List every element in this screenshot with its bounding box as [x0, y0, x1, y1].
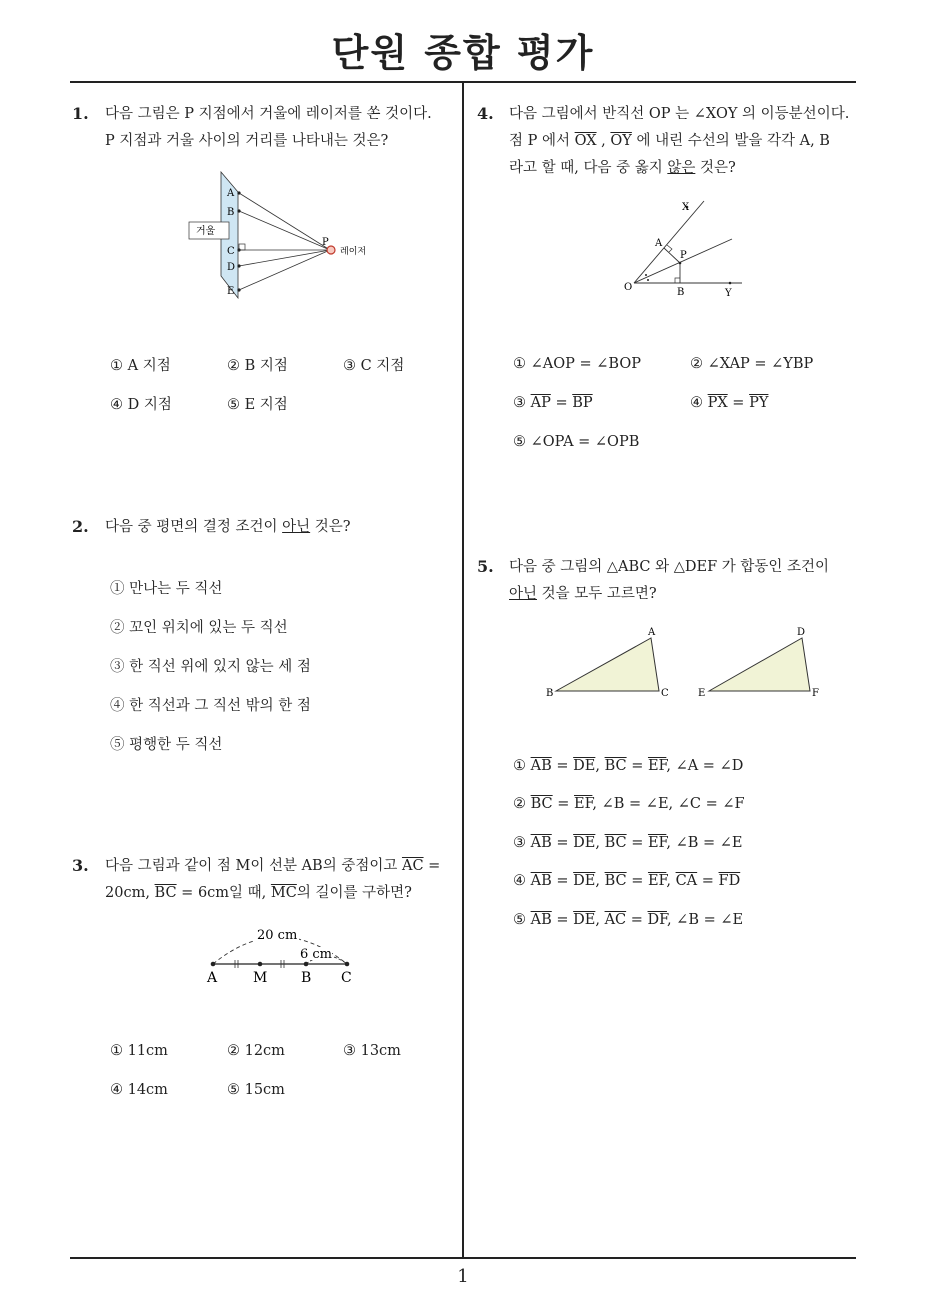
- question-line: 라고 할 때, 다음 중 옳지 않은 것은?: [509, 160, 736, 176]
- question-text: [509, 554, 864, 608]
- label-f: F: [812, 688, 819, 699]
- footer-rule: [70, 1257, 856, 1259]
- question-line: 다음 중 그림의 △ABC 와 △DEF 가 합동인 조건이: [509, 559, 830, 575]
- choice-5[interactable]: ⑤ 평행한 두 직선: [110, 737, 223, 753]
- choice-1[interactable]: ① 11cm: [110, 1043, 168, 1059]
- choice-5[interactable]: ⑤ ∠OPA = ∠OPB: [513, 434, 640, 450]
- emphasis-underline: 아닌: [509, 586, 538, 602]
- choice-3[interactable]: ③ C 지점: [343, 358, 405, 374]
- bisector-figure: [620, 195, 745, 300]
- label-o: O: [624, 282, 633, 293]
- ray-pd: [239, 250, 330, 266]
- triangle-def: [709, 638, 810, 691]
- point-m-label: M: [253, 970, 268, 986]
- ray-ox-line: [634, 201, 704, 283]
- choice-4[interactable]: ④ D 지점: [110, 397, 172, 413]
- ray-pb: [239, 211, 330, 250]
- label-a: A: [648, 627, 656, 638]
- choice-1[interactable]: ① $\overline{AB} = \overline{DE}$, $\overline{BC} = \overline{EF}$, ∠A = ∠D: [513, 758, 744, 774]
- column-divider: [462, 82, 464, 1258]
- segment-figure: [195, 920, 365, 990]
- choice-1[interactable]: ① 만나는 두 직선: [110, 581, 223, 597]
- choice-3[interactable]: ③ 13cm: [343, 1043, 401, 1059]
- point-c-label: C: [341, 970, 352, 986]
- choice-4[interactable]: ④ $\overline{AB} = \overline{DE}$, $\overline{BC} = \overline{EF}$, $\overline{CA} = \overline{FD}$: [513, 873, 741, 889]
- choice-1[interactable]: ① ∠AOP = ∠BOP: [513, 356, 641, 372]
- question-line: 아닌 것을 모두 고르면?: [509, 586, 657, 602]
- question-text: [105, 853, 460, 907]
- choice-2[interactable]: ② B 지점: [227, 358, 288, 374]
- question-line: P 지점과 거울 사이의 거리를 나타내는 것은?: [105, 133, 389, 149]
- question-text: [509, 101, 864, 182]
- label-c: C: [227, 246, 235, 257]
- question-line: 20cm, $\overline{BC} = 6cm$일 때, $\overline{MC}$의 길이를 구하면?: [105, 885, 412, 901]
- question-text: 다음 중 평면의 결정 조건이 아닌 것은?: [105, 519, 351, 535]
- label-b: B: [227, 207, 235, 218]
- point-a-label: A: [207, 970, 218, 986]
- question-line: 다음 그림에서 반직선 OP 는 ∠XOY 의 이등분선이다.: [509, 106, 850, 122]
- choice-3[interactable]: ③ $\overline{AP} = \overline{BP}$: [513, 395, 593, 411]
- choice-5[interactable]: ⑤ 15cm: [227, 1082, 285, 1098]
- choice-4[interactable]: ④ $\overline{PX} = \overline{PY}$: [690, 395, 769, 411]
- label-p: P: [680, 250, 687, 261]
- emphasis-underline: 않은: [667, 160, 696, 176]
- choice-2[interactable]: ② ∠XAP = ∠YBP: [690, 356, 814, 372]
- label-b: B: [677, 287, 685, 298]
- choice-3[interactable]: ③ 한 직선 위에 있지 않는 세 점: [110, 659, 311, 675]
- choice-5[interactable]: ⑤ E 지점: [227, 397, 288, 413]
- label-a: A: [227, 188, 235, 199]
- question-number: 3.: [72, 856, 89, 875]
- label-c: C: [661, 688, 669, 699]
- page-number: 1: [457, 1266, 469, 1287]
- choice-5[interactable]: ⑤ $\overline{AB} = \overline{DE}$, $\overline{AC} = \overline{DF}$, ∠B = ∠E: [513, 912, 744, 928]
- point-b-label: B: [301, 970, 312, 986]
- label-d: D: [797, 627, 806, 638]
- label-a: A: [655, 238, 663, 249]
- question-text: [105, 101, 460, 155]
- question-line: 다음 그림과 같이 점 M이 선분 AB의 중점이고 $\overline{AC}$ =: [105, 858, 441, 874]
- label-x: X: [682, 202, 690, 213]
- page-title: 단원 종합 평가: [331, 31, 595, 75]
- question-line: 다음 그림은 P 지점에서 거울에 레이저를 쏜 것이다.: [105, 106, 432, 122]
- label-y: Y: [725, 288, 732, 299]
- question-number: 5.: [477, 557, 494, 576]
- label-e: E: [698, 688, 706, 699]
- choice-2[interactable]: ② $\overline{BC} = \overline{EF}$, ∠B = ∠E, ∠C = ∠F: [513, 796, 745, 812]
- perp-pa: [664, 248, 680, 263]
- ray-pa: [239, 193, 330, 250]
- length-bc-label: 6 cm: [300, 947, 333, 962]
- triangle-abc: [556, 638, 659, 691]
- question-number: 4.: [477, 104, 494, 123]
- choice-2[interactable]: ② 꼬인 위치에 있는 두 직선: [110, 620, 288, 636]
- label-p: P: [322, 237, 329, 248]
- ray-oy: $\overline{OY}$: [610, 133, 632, 149]
- length-ac-label: 20 cm: [257, 928, 298, 943]
- question-line: 점 P 에서 $\overline{OX}$ , $\overline{OY}$ 에 내린 수선의 발을 각각 A, B: [509, 133, 830, 149]
- choice-4[interactable]: ④ 한 직선과 그 직선 밖의 한 점: [110, 698, 311, 714]
- label-d: D: [227, 262, 236, 273]
- mirror-label: 거울: [196, 226, 216, 237]
- choice-3[interactable]: ③ $\overline{AB} = \overline{DE}$, $\overline{BC} = \overline{EF}$, ∠B = ∠E: [513, 835, 743, 851]
- ray-op-line: [634, 239, 732, 283]
- triangles-figure: [540, 622, 830, 704]
- question-number: 2.: [72, 517, 89, 536]
- choice-1[interactable]: ① A 지점: [110, 358, 171, 374]
- ray-pe: [239, 250, 330, 290]
- choice-2[interactable]: ② 12cm: [227, 1043, 285, 1059]
- choice-4[interactable]: ④ 14cm: [110, 1082, 168, 1098]
- label-b: B: [546, 688, 554, 699]
- ray-ox: $\overline{OX}$: [574, 133, 597, 149]
- emphasis-underline: 아닌: [282, 519, 311, 535]
- laser-label: 레이저: [340, 247, 367, 257]
- question-number: 1.: [72, 104, 89, 123]
- label-e: E: [227, 286, 235, 297]
- mirror-figure: [183, 165, 413, 300]
